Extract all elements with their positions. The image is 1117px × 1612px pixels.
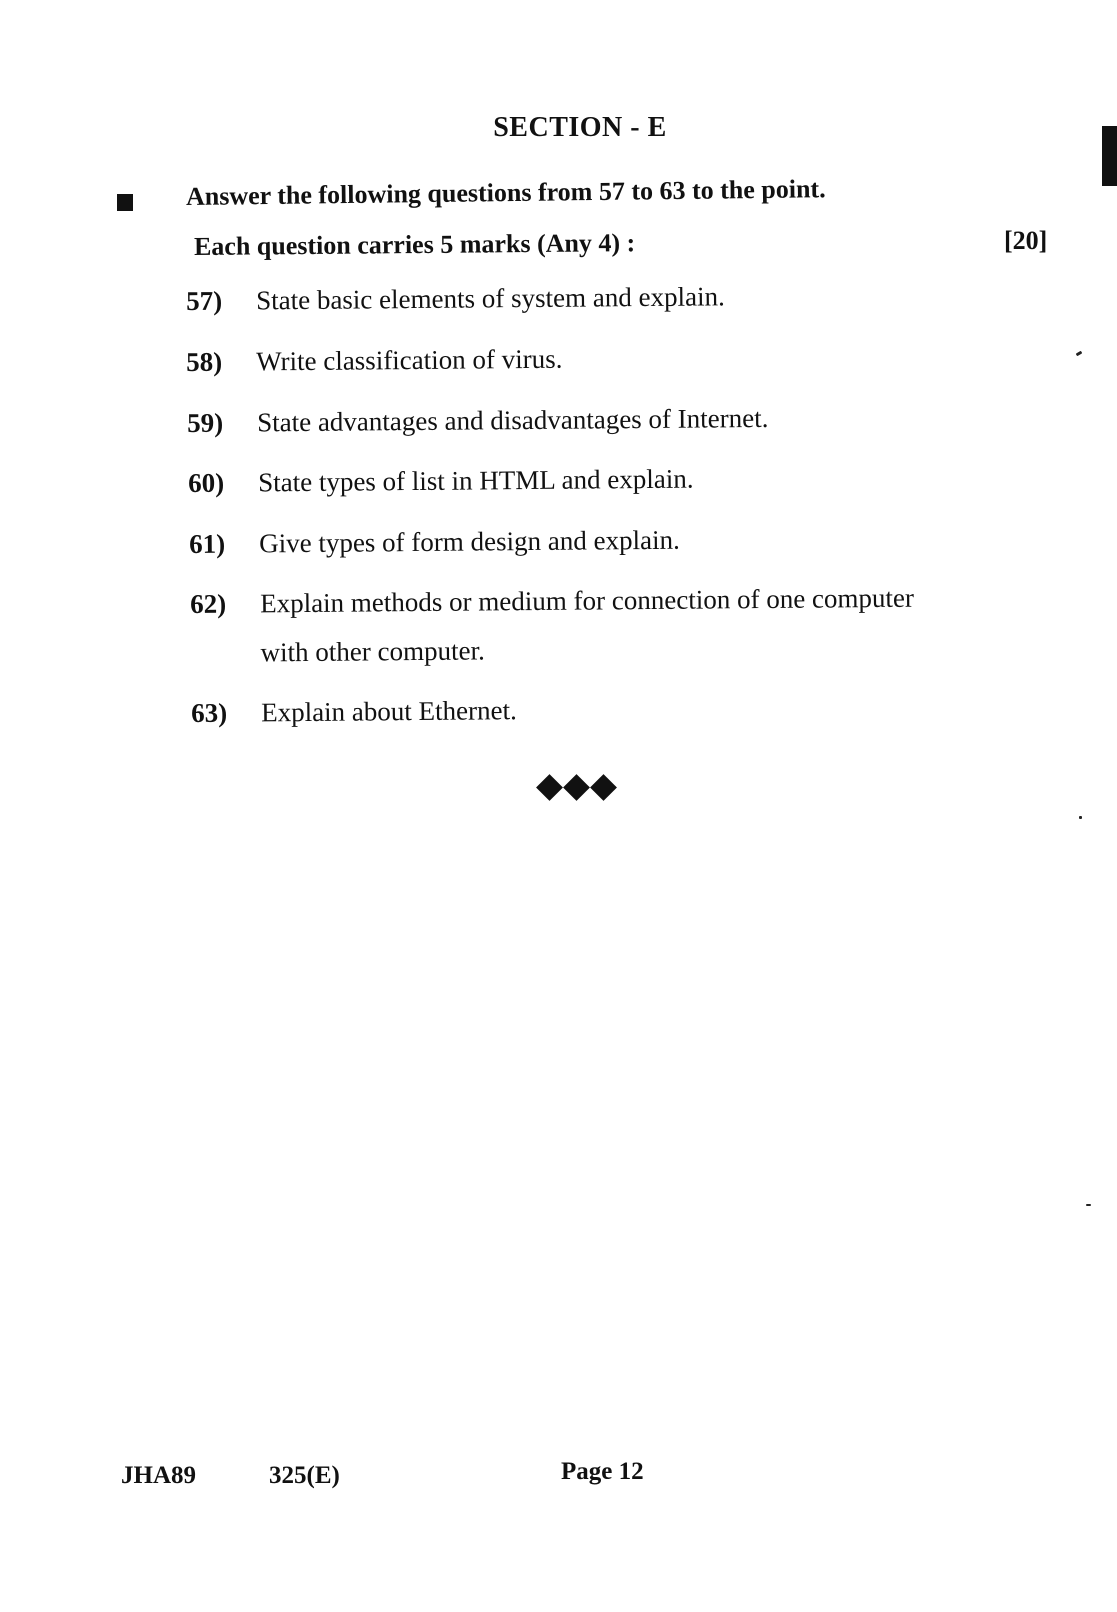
question-text: Write classification of virus. bbox=[255, 343, 563, 377]
scan-speck bbox=[1079, 816, 1082, 819]
question-number: 62) bbox=[190, 588, 227, 619]
question-text: State advantages and disadvantages of Internet. bbox=[256, 402, 769, 438]
scan-speck bbox=[1076, 351, 1083, 357]
instruction-line-1: Answer the following questions from 57 to 63 to the point. bbox=[185, 174, 826, 211]
question-number: 63) bbox=[191, 697, 228, 728]
question-number: 61) bbox=[189, 528, 226, 559]
question-number: 59) bbox=[187, 407, 224, 438]
question-text-continuation: with other computer. bbox=[260, 635, 485, 668]
question-number: 58) bbox=[186, 346, 223, 377]
diamond-icon bbox=[590, 774, 617, 801]
question-text: State types of list in HTML and explain. bbox=[257, 463, 694, 498]
total-marks: [20] bbox=[1004, 226, 1048, 255]
end-of-section-divider bbox=[538, 778, 615, 797]
footer-paper-code: 325(E) bbox=[269, 1462, 340, 1489]
question-number: 57) bbox=[186, 285, 223, 316]
instruction-line-2: Each question carries 5 marks (Any 4) : bbox=[193, 228, 636, 261]
footer-page-number: Page 12 bbox=[561, 1458, 644, 1485]
question-text: Explain methods or medium for connection of one computer bbox=[259, 582, 915, 619]
question-text: Give types of form design and explain. bbox=[258, 524, 680, 559]
diamond-icon bbox=[563, 774, 590, 801]
diamond-icon bbox=[536, 774, 563, 801]
question-text: State basic elements of system and explain. bbox=[255, 281, 725, 316]
scan-speck bbox=[1086, 1204, 1091, 1206]
question-number: 60) bbox=[188, 467, 225, 498]
question-text: Explain about Ethernet. bbox=[260, 695, 517, 728]
square-bullet-icon bbox=[117, 194, 133, 211]
section-title: SECTION - E bbox=[493, 112, 667, 143]
footer-exam-code: JHA89 bbox=[121, 1462, 196, 1489]
